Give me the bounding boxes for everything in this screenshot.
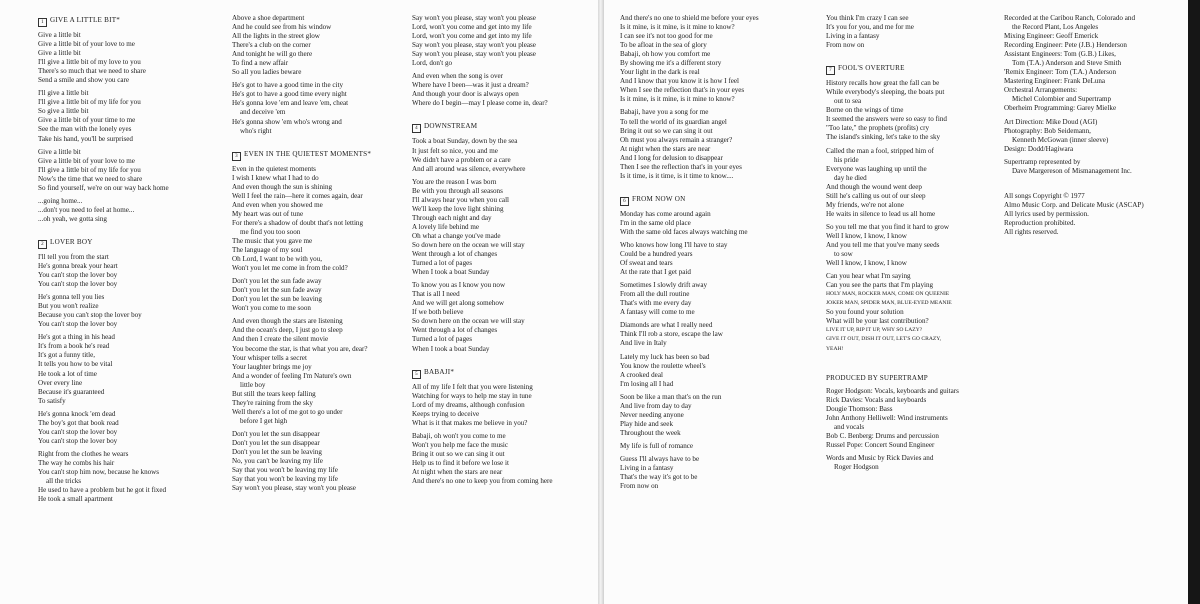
- lyric-line: Orchestral Arrangements:: [1004, 86, 1078, 95]
- lyric-line: Say won't you please, stay won't you please: [412, 14, 536, 22]
- lyric-line-caps: GIVE IT OUT, DISH IT OUT, LET'S GO CRAZY,: [826, 336, 941, 343]
- lyric-line-indented: out to sea: [834, 97, 862, 106]
- track-number-box: 2: [38, 240, 47, 249]
- lyric-line: He's gonna knock 'em dead: [38, 409, 116, 418]
- lyric-line: Then I see the reflection that's in your eyes: [620, 162, 742, 171]
- lyric-line: And though the wound went deep: [826, 182, 922, 191]
- lyric-line: Oh must you always remain a stranger?: [620, 135, 733, 144]
- lyric-line: At night when the stars are near: [412, 467, 503, 476]
- lyric-line: Because it's guaranteed: [38, 387, 105, 396]
- song-title: FROM NOW ON: [632, 194, 686, 203]
- stanza-gap: [620, 189, 759, 193]
- lyric-line: I'll always hear you when you call: [412, 195, 510, 204]
- lyric-line: See the man with the lonely eyes: [38, 125, 132, 134]
- lyric-line: All lyrics used by permission.: [1004, 209, 1089, 218]
- lyric-line: ...don't you need to feel at home...: [38, 205, 135, 214]
- lyric-line: And I long for delusion to disappear: [620, 153, 723, 162]
- lyric-line: So down here on the ocean we will stay: [412, 317, 525, 326]
- lyric-line: And there's no one to keep you from coming here: [412, 477, 553, 486]
- lyric-line: Is it time, is it time, is it time to know....: [620, 171, 734, 180]
- lyric-line: And the ocean's deep, I just go to sleep: [232, 326, 343, 335]
- lyric-line: He's got a thing in his head: [38, 333, 115, 342]
- lyric-line: It's from a book he's read: [38, 342, 110, 351]
- lyric-line: And there's no one to shield me before your eyes: [620, 14, 759, 22]
- lyric-line: Now's the time that we need to share: [38, 174, 143, 183]
- lyric-line: Is it mine, is it mine, is it mine to know?: [620, 23, 735, 32]
- lyric-line: You can't stop the lover boy: [38, 320, 118, 329]
- lyric-line: That is all I need: [412, 290, 460, 299]
- lyric-line: Give a little bit of your love to me: [38, 40, 135, 49]
- lyric-line: All songs Copyright © 1977: [1004, 191, 1085, 200]
- lyric-line: Play hide and seek: [620, 419, 673, 428]
- lyric-line: They're raining from the sky: [232, 398, 313, 407]
- lyric-line: You can't stop the lover boy: [38, 271, 118, 280]
- lyric-line: Reproduction prohibited.: [1004, 218, 1076, 227]
- lyric-line: Give a little bit: [38, 31, 81, 39]
- lyric-line: Well there's a lot of me got to go under: [232, 407, 343, 416]
- lyric-line: So down here on the ocean we will stay: [412, 240, 525, 249]
- lyric-line: Photography: Bob Seidemann,: [1004, 126, 1091, 135]
- lyric-line: My heart was out of tune: [232, 209, 304, 218]
- lyric-line: What will be your last contribution?: [826, 317, 929, 326]
- dark-edge-band: [1188, 0, 1200, 604]
- lyric-line: To know you as I know you now: [412, 281, 506, 290]
- lyric-line: Don't you let the sun fade away: [232, 277, 322, 286]
- lyric-line-caps: LIVE IT UP, RIP IT UP, WHY SO LAZY?: [826, 327, 923, 334]
- lyric-line: The language of my soul: [232, 246, 303, 255]
- lyric-line: Living in a fantasy: [826, 32, 880, 41]
- song-heading: [232, 150, 371, 161]
- lyric-line: Design: Dodd/Hagiwara: [1004, 144, 1074, 153]
- lyric-line: The boy's got that book read: [38, 418, 119, 427]
- lyric-line: A lovely life behind me: [412, 222, 479, 231]
- lyric-line: And though your door is always open: [412, 90, 519, 99]
- lyric-line: He waits in silence to lead us all home: [826, 209, 936, 218]
- stanza-gap: [38, 232, 169, 236]
- lyric-line: Bob C. Benberg: Drums and percussion: [826, 431, 939, 440]
- lyric-line-indented: Kenneth McGowan (inner sleeve): [1012, 135, 1109, 144]
- lyric-line: ...going home...: [38, 196, 83, 205]
- lyric-line: Think I'll rob a store, escape the law: [620, 330, 723, 339]
- song-heading: [826, 64, 959, 75]
- lyric-line: Well I feel the rain—here it comes again, dear: [232, 191, 363, 200]
- lyric-line: He's got to have a good time in the city: [232, 81, 344, 90]
- lyric-line: Where have I been—was it just a dream?: [412, 81, 529, 90]
- lyric-line: The music that you gave me: [232, 236, 313, 245]
- lyric-line: I'm losing all I had: [620, 379, 674, 388]
- lyric-line: There's a club on the corner: [232, 41, 311, 50]
- lyric-line: Supertramp represented by: [1004, 157, 1081, 166]
- lyric-line: To find a new affair: [232, 59, 289, 68]
- stanza-gap: [412, 116, 553, 120]
- lyric-line: Bring it out so we can sing it out: [412, 449, 505, 458]
- lyric-line: Could be a hundred years: [620, 250, 693, 259]
- lyric-line: But you won't realize: [38, 302, 99, 311]
- lyric-line: Who knows how long I'll have to stay: [620, 240, 728, 249]
- lyric-line: It seemed the answers were so easy to find: [826, 115, 947, 124]
- lyric-line-indented: to sow: [834, 250, 853, 259]
- lyric-line: Oh what a change you've made: [412, 231, 501, 240]
- lyric-line: He's gonna show 'em who's wrong and: [232, 117, 342, 126]
- lyric-line: Recorded at the Caribou Ranch, Colorado and: [1004, 14, 1135, 22]
- lyric-line: Won't you let me come in from the cold?: [232, 264, 348, 273]
- lyric-line-indented: the Record Plant, Los Angeles: [1012, 23, 1099, 32]
- lyric-line: Went through a lot of changes: [412, 326, 498, 335]
- lyric-line: Say that you won't be leaving my life: [232, 466, 338, 475]
- lyric-line: So you found your solution: [826, 308, 904, 317]
- lyric-line: Lord, won't you come and get into my life: [412, 23, 532, 32]
- lyrics-column-3: [412, 14, 553, 486]
- lyric-line: Even in the quietest moments: [232, 164, 316, 173]
- lyric-line: Diamonds are what I really need: [620, 321, 713, 330]
- lyric-line: My life is full of romance: [620, 441, 694, 450]
- song-heading: [38, 16, 169, 27]
- song-title: FOOL'S OVERTURE: [838, 64, 905, 73]
- lyric-line: Assistant Engineers: Tom (G.B.) Likes,: [1004, 50, 1116, 59]
- lyric-line: Your whisper tells a secret: [232, 353, 307, 362]
- lyric-line: Monday has come around again: [620, 209, 711, 218]
- lyric-line-indented: his pride: [834, 155, 859, 164]
- track-number-box: 5: [412, 370, 421, 379]
- lyric-line: I'll give a little bit of my life for you: [38, 98, 141, 107]
- lyric-line: "Too late," the prophets (profits) cry: [826, 124, 930, 133]
- lyric-line: Don't you let the sun fade away: [232, 286, 322, 295]
- lyric-line: Still he's calling us out of our sleep: [826, 191, 926, 200]
- lyric-line: I can see it's not too good for me: [620, 32, 713, 41]
- lyric-line: All the lights in the street glow: [232, 32, 320, 41]
- lyric-line: And tonight he will go there: [232, 50, 313, 59]
- lyric-line: Russel Pope: Concert Sound Engineer: [826, 440, 935, 449]
- lyric-line: Throughout the week: [620, 428, 681, 437]
- song-title: LOVER BOY: [50, 237, 93, 246]
- lyric-line-caps: YEAH!: [826, 345, 844, 352]
- lyric-line: We'll keep the love light shining: [412, 204, 504, 213]
- lyric-line: That's the way it's got to be: [620, 473, 698, 482]
- song-title: EVEN IN THE QUIETEST MOMENTS*: [244, 149, 372, 158]
- lyric-line: When I took a boat Sunday: [412, 344, 490, 353]
- lyric-line: Lord, won't you come and get into my life: [412, 32, 532, 41]
- lyric-line: Art Direction: Mike Doud (AGI): [1004, 117, 1098, 126]
- lyric-line: I'll give a little bit of my life for you: [38, 165, 141, 174]
- lyrics-column-2: [232, 14, 371, 493]
- lyric-line: Your laughter brings me joy: [232, 362, 312, 371]
- lyric-line: I'll give a little bit of my love to you: [38, 58, 141, 67]
- lyric-line: Everyone was laughing up until the: [826, 164, 927, 173]
- lyric-line: Never needing anyone: [620, 410, 684, 419]
- lyric-line: I'm in the same old place: [620, 218, 691, 227]
- lyric-line-indented: all the tricks: [46, 477, 82, 486]
- lyric-line: No, you can't be leaving my life: [232, 457, 323, 466]
- lyric-line: It's got a funny title,: [38, 351, 96, 360]
- credits-heading: PRODUCED BY SUPERTRAMP: [826, 373, 928, 382]
- lyric-line: You think I'm crazy I can see: [826, 14, 909, 22]
- lyric-line: Mastering Engineer: Frank DeLuna: [1004, 77, 1106, 86]
- lyric-line-indented: who's right: [240, 126, 272, 135]
- lyric-line: So you tell me that you find it hard to grow: [826, 222, 949, 231]
- lyric-line: Bring it out so we can sing it out: [620, 126, 713, 135]
- lyric-line: And he could see from his window: [232, 23, 332, 32]
- song-heading: [620, 195, 759, 206]
- lyric-line: At the rate that I get paid: [620, 268, 691, 277]
- lyric-line: He used to have a problem but he got it fixed: [38, 486, 167, 495]
- lyric-line: Living in a fantasy: [620, 464, 674, 473]
- lyric-line: Give a little bit of your time to me: [38, 116, 136, 125]
- lyric-line: From now on: [620, 482, 659, 491]
- lyric-line-indented: day he died: [834, 173, 867, 182]
- lyric-line-indented: and vocals: [834, 422, 865, 431]
- lyric-line: Well I know, I know, I know: [826, 231, 907, 240]
- lyric-line: Borne on the wings of time: [826, 106, 904, 115]
- lyric-line: Rick Davies: Vocals and keyboards: [826, 395, 927, 404]
- lyric-line: Of sweat and tears: [620, 259, 673, 268]
- lyric-line: A fantasy will come to me: [620, 308, 695, 317]
- lyric-line: Turned a lot of pages: [412, 335, 473, 344]
- lyric-line: And even when you showed me: [232, 200, 323, 209]
- lyric-line: Where do I begin—may I please come in, dear?: [412, 99, 548, 108]
- lyric-line-indented: Michel Colombier and Supertramp: [1012, 95, 1112, 104]
- lyric-line: Don't you let the sun disappear: [232, 429, 320, 438]
- lyric-line: At night when the stars are near: [620, 144, 711, 153]
- lyric-line: He's gonna break your heart: [38, 261, 118, 270]
- lyric-line: From all the dull routine: [620, 290, 690, 299]
- lyric-line: But still the tears keep falling: [232, 389, 316, 398]
- lyric-line: All of my life I felt that you were listening: [412, 382, 533, 391]
- lyric-line: And even though the stars are listening: [232, 317, 343, 326]
- lyric-line: By showing me it's a different story: [620, 59, 722, 68]
- lyric-line: Don't you let the sun disappear: [232, 438, 320, 447]
- lyric-line: So give a little bit: [38, 107, 89, 116]
- lyric-line: Oberheim Programming: Garey Mielke: [1004, 104, 1117, 113]
- lyrics-column-5: [826, 14, 959, 472]
- lyric-line: The way he combs his hair: [38, 458, 115, 467]
- lyric-line: And live from day to day: [620, 401, 692, 410]
- lyric-line-indented: before I get high: [240, 416, 288, 425]
- lyric-line-indented: little boy: [240, 380, 266, 389]
- lyric-line-caps: HOLY MAN, ROCKER MAN, COME ON QUEENIE: [826, 291, 950, 298]
- lyric-line: Almo Music Corp. and Delicate Music (ASCAP): [1004, 200, 1144, 209]
- lyric-line: Lately my luck has been so bad: [620, 352, 710, 361]
- lyric-line: Took a boat Sunday, down by the sea: [412, 137, 518, 146]
- lyric-line: Sometimes I slowly drift away: [620, 281, 708, 290]
- lyric-line: Roger Hodgson: Vocals, keyboards and guitars: [826, 386, 959, 395]
- lyric-line: And then I create the silent movie: [232, 335, 329, 344]
- lyric-line: And all around was silence, everywhere: [412, 164, 526, 173]
- lyric-line: Give a little bit: [38, 49, 81, 58]
- stanza-gap: [826, 58, 959, 62]
- lyric-line: It tells you how to be vital: [38, 360, 113, 369]
- lyric-line-indented: Roger Hodgson: [834, 462, 879, 471]
- lyric-line: Won't you come to me soon: [232, 304, 311, 313]
- track-number-box: 6: [620, 197, 629, 206]
- lyric-line: Went through a lot of changes: [412, 250, 498, 259]
- lyric-line: There's so much that we need to share: [38, 67, 146, 76]
- lyric-line: Be with you through all seasons: [412, 186, 503, 195]
- lyric-line: To satisfy: [38, 396, 66, 405]
- lyric-line: Recording Engineer: Pete (J.B.) Henderson: [1004, 41, 1127, 50]
- track-number-box: 3: [232, 152, 241, 161]
- lyric-line: Over every line: [38, 378, 83, 387]
- track-number-box: 7: [826, 66, 835, 75]
- lyric-line: You can't stop the lover boy: [38, 280, 118, 289]
- lyric-line: The island's sinking, let's take to the sky: [826, 133, 941, 142]
- lyric-line: You can't stop the lover boy: [38, 427, 118, 436]
- song-heading: [412, 368, 553, 379]
- lyric-line: It's you for you, and me for me: [826, 23, 914, 32]
- credits-column: [1004, 14, 1144, 237]
- lyric-line: To be afloat in the sea of glory: [620, 41, 707, 50]
- lyric-line: I'll give a little bit: [38, 89, 89, 98]
- lyric-line: Lord, don't go: [412, 59, 453, 68]
- lyric-line: And a wonder of feeling I'm Nature's own: [232, 371, 352, 380]
- lyric-line: Say that you won't be leaving my life: [232, 475, 338, 484]
- lyric-line: I'll tell you from the start: [38, 252, 109, 261]
- lyric-line: He's gonna love 'em and leave 'em, cheat: [232, 99, 349, 108]
- lyric-line: He's gonna tell you lies: [38, 293, 105, 302]
- lyric-line: ...oh yeah, we gotta sing: [38, 214, 107, 223]
- lyric-line: When I see the reflection that's in your eyes: [620, 86, 745, 95]
- lyrics-column-1: [38, 14, 169, 504]
- lyric-line: And you tell me that you've many seeds: [826, 240, 940, 249]
- lyric-line: From now on: [826, 41, 865, 50]
- lyric-line: Don't you let the sun be leaving: [232, 295, 322, 304]
- lyric-line: So find yourself, we're on our way back home: [38, 183, 169, 192]
- lyric-line: Help us to find it before we lose it: [412, 458, 509, 467]
- lyric-line: Don't you let the sun be leaving: [232, 448, 322, 457]
- lyric-line: Babaji, have you a song for me: [620, 108, 709, 117]
- lyric-line-caps: JOKER MAN, SPIDER MAN, BLUE-EYED MEANIE: [826, 300, 952, 307]
- track-number-box: 4: [412, 124, 421, 133]
- lyric-line: Keeps trying to deceive: [412, 409, 480, 418]
- lyric-line: Babaji, oh won't you come to me: [412, 431, 506, 440]
- lyric-line: You know the roulette wheel's: [620, 361, 706, 370]
- lyric-line: While everybody's sleeping, the boats put: [826, 88, 945, 97]
- lyric-line: Say won't you please, stay won't you please: [412, 41, 536, 50]
- lyric-line: Watching for ways to help me stay in tune: [412, 391, 532, 400]
- lyric-line: We didn't have a problem or a care: [412, 155, 511, 164]
- lyric-line: Give a little bit of your love to me: [38, 156, 135, 165]
- lyric-line: And even though the sun is shining: [232, 182, 333, 191]
- lyric-line: Words and Music by Rick Davies and: [826, 453, 934, 462]
- lyric-line: Through each night and day: [412, 213, 492, 222]
- lyric-line: Lord of my dreams, although confusion: [412, 400, 525, 409]
- lyric-line: Because you can't stop the lover boy: [38, 311, 142, 320]
- lyric-line: My friends, we're not alone: [826, 200, 904, 209]
- lyric-line: Dougie Thomson: Bass: [826, 404, 893, 413]
- lyric-line: And we will get along somehow: [412, 299, 505, 308]
- lyric-line: A crooked deal: [620, 370, 663, 379]
- lyric-line: To tell the world of its guardian angel: [620, 117, 727, 126]
- lyric-line: With the same old faces always watching me: [620, 227, 748, 236]
- lyrics-column-4: [620, 14, 759, 491]
- lyric-line: So all you ladies beware: [232, 68, 302, 77]
- lyric-line: You can't stop him now, because he knows: [38, 467, 160, 476]
- lyric-line: And live in Italy: [620, 339, 667, 348]
- lyric-line: He took a small apartment: [38, 495, 113, 504]
- stanza-gap: [232, 144, 371, 148]
- lyric-line: You are the reason I was born: [412, 177, 497, 186]
- lyric-line: Above a shoe department: [232, 14, 305, 22]
- lyric-line: You become the star, is that what you are, dear?: [232, 344, 368, 353]
- lyric-line: Your light in the dark is real: [620, 68, 700, 77]
- lyric-line: Take his hand, you'll be surprised: [38, 134, 133, 143]
- lyric-line: Well I know, I know, I know: [826, 259, 907, 268]
- lyric-line-indented: and deceive 'em: [240, 108, 286, 117]
- lyric-line: Oh Lord, I want to be with you,: [232, 255, 323, 264]
- lyric-line: He took a lot of time: [38, 369, 97, 378]
- lyric-line: And even when the song is over: [412, 72, 504, 81]
- lyric-line: Babaji, oh how you comfort me: [620, 50, 711, 59]
- lyric-line: John Anthony Helliwell: Wind instruments: [826, 413, 948, 422]
- lyric-line: Right from the clothes he wears: [38, 449, 129, 458]
- lyric-line: When I took a boat Sunday: [412, 268, 490, 277]
- song-title: DOWNSTREAM: [424, 122, 478, 131]
- song-title: GIVE A LITTLE BIT*: [50, 16, 121, 24]
- lyric-line: What is it that makes me believe in you?: [412, 418, 528, 427]
- lyric-line: Soon be like a man that's on the run: [620, 392, 722, 401]
- lyric-line: All rights reserved.: [1004, 227, 1059, 236]
- lyric-line-indented: Tom (T.A.) Anderson and Steve Smith: [1012, 59, 1122, 68]
- lyric-line: You can't stop the lover boy: [38, 436, 118, 445]
- lyric-line: And I know that you know it is how I feel: [620, 77, 740, 86]
- lyric-line: Is it mine, is it mine, is it mine to know?: [620, 95, 735, 104]
- lyric-line: Mixing Engineer: Geoff Emerick: [1004, 32, 1099, 41]
- lyric-line: For there's a shadow of doubt that's not letting: [232, 218, 364, 227]
- stanza-gap: [412, 362, 553, 366]
- lyric-line: Say won't you please, stay won't you please: [412, 50, 536, 59]
- lyric-line: He's got to have a good time every night: [232, 90, 347, 99]
- lyric-line: Give a little bit: [38, 147, 81, 156]
- lyric-line: Can you hear what I'm saying: [826, 272, 911, 281]
- lyric-line-indented: me find you too soon: [240, 227, 301, 236]
- lyric-line: 'Remix Engineer: Tom (T.A.) Anderson: [1004, 68, 1117, 77]
- lyric-line: Can you see the parts that I'm playing: [826, 281, 934, 290]
- lyric-line: That's with me every day: [620, 299, 692, 308]
- song-heading: [412, 122, 553, 133]
- lyric-line: History recalls how great the fall can be: [826, 79, 940, 88]
- lyric-line: I wish I knew what I had to do: [232, 173, 319, 182]
- song-heading: [38, 238, 169, 249]
- lyric-line: Send a smile and show you care: [38, 76, 130, 85]
- lyric-line: Won't you help me face the music: [412, 440, 509, 449]
- lyric-line: It just felt so nice, you and me: [412, 146, 498, 155]
- lyric-line: Turned a lot of pages: [412, 259, 473, 268]
- lyric-line: Guess I'll always have to be: [620, 454, 700, 463]
- song-title: BABAJI*: [424, 367, 455, 376]
- lyric-line-indented: Dave Margereson of Mismanagement Inc.: [1012, 166, 1132, 175]
- lyric-line: If we both believe: [412, 308, 464, 317]
- track-number-box: 1: [38, 18, 47, 27]
- lyric-line: Say won't you please, stay won't you please: [232, 484, 356, 493]
- lyric-line: Called the man a fool, stripped him of: [826, 146, 934, 155]
